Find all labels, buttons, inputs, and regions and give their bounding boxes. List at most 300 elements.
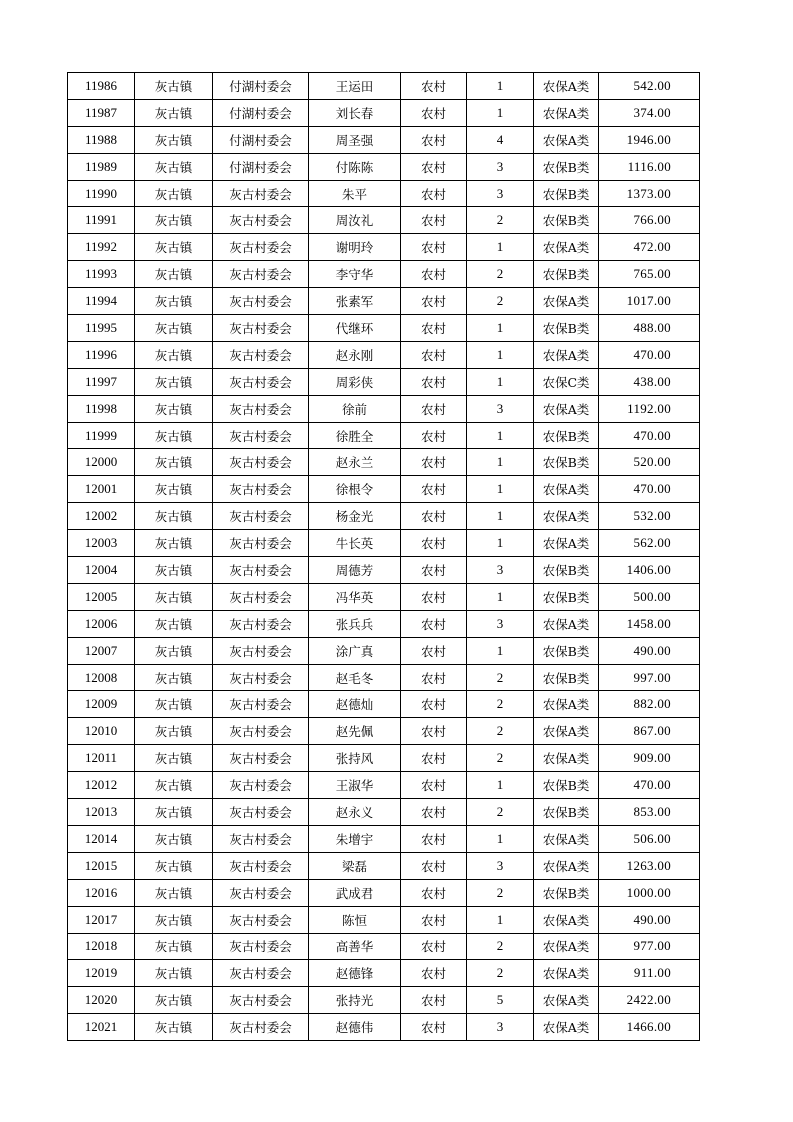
village-committee-cell: 灰古村委会 [213, 637, 309, 664]
town-cell: 灰古镇 [135, 879, 213, 906]
village-committee-cell: 灰古村委会 [213, 799, 309, 826]
amount-cell: 1458.00 [599, 610, 700, 637]
insurance-category-cell: 农保A类 [534, 126, 599, 153]
village-committee-cell: 灰古村委会 [213, 933, 309, 960]
member-count-cell: 1 [467, 503, 534, 530]
name-cell: 梁磊 [309, 852, 401, 879]
name-cell: 周德芳 [309, 557, 401, 584]
household-type-cell: 农村 [401, 395, 467, 422]
name-cell: 王运田 [309, 73, 401, 100]
name-cell: 高善华 [309, 933, 401, 960]
serial-number-cell: 12002 [68, 503, 135, 530]
name-cell: 赵德锋 [309, 960, 401, 987]
serial-number-cell: 12017 [68, 906, 135, 933]
insurance-category-cell: 农保C类 [534, 368, 599, 395]
serial-number-cell: 12016 [68, 879, 135, 906]
member-count-cell: 3 [467, 557, 534, 584]
table-row [68, 368, 700, 395]
member-count-cell: 2 [467, 799, 534, 826]
name-cell: 刘长春 [309, 99, 401, 126]
village-committee-cell: 灰古村委会 [213, 745, 309, 772]
name-cell: 周圣强 [309, 126, 401, 153]
village-committee-cell: 灰古村委会 [213, 557, 309, 584]
town-cell: 灰古镇 [135, 99, 213, 126]
insurance-category-cell: 农保A类 [534, 395, 599, 422]
member-count-cell: 2 [467, 960, 534, 987]
member-count-cell: 1 [467, 234, 534, 261]
amount-cell: 470.00 [599, 422, 700, 449]
table-row [68, 637, 700, 664]
town-cell: 灰古镇 [135, 126, 213, 153]
insurance-category-cell: 农保B类 [534, 315, 599, 342]
amount-cell: 506.00 [599, 825, 700, 852]
village-committee-cell: 灰古村委会 [213, 207, 309, 234]
town-cell: 灰古镇 [135, 637, 213, 664]
village-committee-cell: 灰古村委会 [213, 315, 309, 342]
town-cell: 灰古镇 [135, 852, 213, 879]
table-row [68, 422, 700, 449]
town-cell: 灰古镇 [135, 583, 213, 610]
serial-number-cell: 12021 [68, 1014, 135, 1041]
amount-cell: 470.00 [599, 772, 700, 799]
name-cell: 涂广真 [309, 637, 401, 664]
household-type-cell: 农村 [401, 180, 467, 207]
insurance-category-cell: 农保B类 [534, 879, 599, 906]
insurance-category-cell: 农保A类 [534, 960, 599, 987]
household-type-cell: 农村 [401, 476, 467, 503]
name-cell: 王淑华 [309, 772, 401, 799]
member-count-cell: 1 [467, 368, 534, 395]
insurance-category-cell: 农保B类 [534, 664, 599, 691]
table-row [68, 557, 700, 584]
town-cell: 灰古镇 [135, 180, 213, 207]
amount-cell: 765.00 [599, 261, 700, 288]
household-type-cell: 农村 [401, 234, 467, 261]
household-type-cell: 农村 [401, 207, 467, 234]
amount-cell: 853.00 [599, 799, 700, 826]
serial-number-cell: 11986 [68, 73, 135, 100]
name-cell: 代继环 [309, 315, 401, 342]
household-type-cell: 农村 [401, 745, 467, 772]
name-cell: 徐根令 [309, 476, 401, 503]
name-cell: 周汝礼 [309, 207, 401, 234]
member-count-cell: 2 [467, 879, 534, 906]
member-count-cell: 5 [467, 987, 534, 1014]
amount-cell: 1466.00 [599, 1014, 700, 1041]
household-type-cell: 农村 [401, 799, 467, 826]
table-row [68, 987, 700, 1014]
table-row [68, 99, 700, 126]
town-cell: 灰古镇 [135, 691, 213, 718]
village-committee-cell: 灰古村委会 [213, 503, 309, 530]
insurance-category-cell: 农保B类 [534, 557, 599, 584]
member-count-cell: 2 [467, 207, 534, 234]
town-cell: 灰古镇 [135, 987, 213, 1014]
household-type-cell: 农村 [401, 153, 467, 180]
amount-cell: 909.00 [599, 745, 700, 772]
name-cell: 徐胜全 [309, 422, 401, 449]
insurance-category-cell: 农保A类 [534, 234, 599, 261]
table-row [68, 691, 700, 718]
insurance-category-cell: 农保A类 [534, 610, 599, 637]
serial-number-cell: 12015 [68, 852, 135, 879]
town-cell: 灰古镇 [135, 960, 213, 987]
amount-cell: 532.00 [599, 503, 700, 530]
serial-number-cell: 12019 [68, 960, 135, 987]
household-type-cell: 农村 [401, 557, 467, 584]
village-committee-cell: 付湖村委会 [213, 153, 309, 180]
member-count-cell: 2 [467, 664, 534, 691]
household-type-cell: 农村 [401, 718, 467, 745]
insurance-category-cell: 农保A类 [534, 745, 599, 772]
serial-number-cell: 12013 [68, 799, 135, 826]
table-row [68, 341, 700, 368]
insurance-category-cell: 农保B类 [534, 449, 599, 476]
village-committee-cell: 灰古村委会 [213, 879, 309, 906]
insurance-category-cell: 农保A类 [534, 476, 599, 503]
amount-cell: 867.00 [599, 718, 700, 745]
insurance-category-cell: 农保B类 [534, 637, 599, 664]
amount-cell: 500.00 [599, 583, 700, 610]
serial-number-cell: 12005 [68, 583, 135, 610]
village-committee-cell: 灰古村委会 [213, 583, 309, 610]
household-type-cell: 农村 [401, 261, 467, 288]
insurance-category-cell: 农保A类 [534, 73, 599, 100]
town-cell: 灰古镇 [135, 610, 213, 637]
town-cell: 灰古镇 [135, 368, 213, 395]
household-type-cell: 农村 [401, 503, 467, 530]
table-row [68, 530, 700, 557]
serial-number-cell: 11998 [68, 395, 135, 422]
village-committee-cell: 灰古村委会 [213, 261, 309, 288]
village-committee-cell: 灰古村委会 [213, 368, 309, 395]
household-type-cell: 农村 [401, 530, 467, 557]
member-count-cell: 3 [467, 180, 534, 207]
household-type-cell: 农村 [401, 637, 467, 664]
table-row [68, 583, 700, 610]
insurance-category-cell: 农保A类 [534, 825, 599, 852]
table-row [68, 503, 700, 530]
member-count-cell: 2 [467, 933, 534, 960]
table-row [68, 180, 700, 207]
name-cell: 赵先佩 [309, 718, 401, 745]
town-cell: 灰古镇 [135, 503, 213, 530]
town-cell: 灰古镇 [135, 476, 213, 503]
table-row [68, 879, 700, 906]
town-cell: 灰古镇 [135, 825, 213, 852]
insurance-category-cell: 农保B类 [534, 422, 599, 449]
amount-cell: 1000.00 [599, 879, 700, 906]
member-count-cell: 1 [467, 906, 534, 933]
town-cell: 灰古镇 [135, 288, 213, 315]
household-type-cell: 农村 [401, 906, 467, 933]
household-type-cell: 农村 [401, 610, 467, 637]
name-cell: 谢明玲 [309, 234, 401, 261]
village-committee-cell: 灰古村委会 [213, 449, 309, 476]
town-cell: 灰古镇 [135, 745, 213, 772]
village-committee-cell: 灰古村委会 [213, 610, 309, 637]
village-committee-cell: 灰古村委会 [213, 664, 309, 691]
insurance-category-cell: 农保B类 [534, 799, 599, 826]
town-cell: 灰古镇 [135, 449, 213, 476]
town-cell: 灰古镇 [135, 799, 213, 826]
insurance-category-cell: 农保B类 [534, 207, 599, 234]
table-row [68, 933, 700, 960]
member-count-cell: 1 [467, 637, 534, 664]
amount-cell: 1406.00 [599, 557, 700, 584]
household-type-cell: 农村 [401, 987, 467, 1014]
household-type-cell: 农村 [401, 341, 467, 368]
town-cell: 灰古镇 [135, 906, 213, 933]
household-type-cell: 农村 [401, 368, 467, 395]
member-count-cell: 1 [467, 449, 534, 476]
name-cell: 陈恒 [309, 906, 401, 933]
member-count-cell: 1 [467, 530, 534, 557]
name-cell: 张素军 [309, 288, 401, 315]
amount-cell: 520.00 [599, 449, 700, 476]
table-row [68, 395, 700, 422]
insurance-category-cell: 农保A类 [534, 503, 599, 530]
village-committee-cell: 灰古村委会 [213, 288, 309, 315]
village-committee-cell: 灰古村委会 [213, 852, 309, 879]
name-cell: 赵永义 [309, 799, 401, 826]
serial-number-cell: 12018 [68, 933, 135, 960]
serial-number-cell: 11993 [68, 261, 135, 288]
serial-number-cell: 12011 [68, 745, 135, 772]
member-count-cell: 1 [467, 73, 534, 100]
name-cell: 赵毛冬 [309, 664, 401, 691]
roster-table-body [68, 73, 700, 1041]
serial-number-cell: 11990 [68, 180, 135, 207]
table-row [68, 960, 700, 987]
amount-cell: 1263.00 [599, 852, 700, 879]
member-count-cell: 2 [467, 745, 534, 772]
amount-cell: 766.00 [599, 207, 700, 234]
household-type-cell: 农村 [401, 664, 467, 691]
insurance-category-cell: 农保A类 [534, 718, 599, 745]
serial-number-cell: 12006 [68, 610, 135, 637]
amount-cell: 1116.00 [599, 153, 700, 180]
serial-number-cell: 12014 [68, 825, 135, 852]
name-cell: 赵德伟 [309, 1014, 401, 1041]
member-count-cell: 1 [467, 772, 534, 799]
serial-number-cell: 11988 [68, 126, 135, 153]
member-count-cell: 2 [467, 261, 534, 288]
name-cell: 赵永兰 [309, 449, 401, 476]
household-type-cell: 农村 [401, 288, 467, 315]
table-row [68, 772, 700, 799]
serial-number-cell: 11995 [68, 315, 135, 342]
household-type-cell: 农村 [401, 825, 467, 852]
member-count-cell: 1 [467, 422, 534, 449]
town-cell: 灰古镇 [135, 422, 213, 449]
amount-cell: 472.00 [599, 234, 700, 261]
table-row [68, 73, 700, 100]
household-type-cell: 农村 [401, 449, 467, 476]
village-committee-cell: 灰古村委会 [213, 341, 309, 368]
town-cell: 灰古镇 [135, 664, 213, 691]
amount-cell: 490.00 [599, 906, 700, 933]
name-cell: 张持风 [309, 745, 401, 772]
town-cell: 灰古镇 [135, 772, 213, 799]
household-type-cell: 农村 [401, 1014, 467, 1041]
name-cell: 张持光 [309, 987, 401, 1014]
household-type-cell: 农村 [401, 933, 467, 960]
household-type-cell: 农村 [401, 73, 467, 100]
member-count-cell: 4 [467, 126, 534, 153]
table-row [68, 315, 700, 342]
name-cell: 牛长英 [309, 530, 401, 557]
insurance-category-cell: 农保A类 [534, 691, 599, 718]
name-cell: 武成君 [309, 879, 401, 906]
amount-cell: 488.00 [599, 315, 700, 342]
town-cell: 灰古镇 [135, 234, 213, 261]
village-committee-cell: 灰古村委会 [213, 234, 309, 261]
insurance-category-cell: 农保B类 [534, 261, 599, 288]
town-cell: 灰古镇 [135, 73, 213, 100]
amount-cell: 438.00 [599, 368, 700, 395]
household-type-cell: 农村 [401, 772, 467, 799]
table-row [68, 745, 700, 772]
serial-number-cell: 12001 [68, 476, 135, 503]
name-cell: 李守华 [309, 261, 401, 288]
insurance-category-cell: 农保A类 [534, 288, 599, 315]
household-type-cell: 农村 [401, 960, 467, 987]
serial-number-cell: 11987 [68, 99, 135, 126]
serial-number-cell: 12009 [68, 691, 135, 718]
table-row [68, 126, 700, 153]
serial-number-cell: 11992 [68, 234, 135, 261]
serial-number-cell: 11997 [68, 368, 135, 395]
amount-cell: 470.00 [599, 341, 700, 368]
town-cell: 灰古镇 [135, 933, 213, 960]
insurance-category-cell: 农保A类 [534, 530, 599, 557]
table-row [68, 207, 700, 234]
household-type-cell: 农村 [401, 852, 467, 879]
table-row [68, 825, 700, 852]
table-row [68, 1014, 700, 1041]
member-count-cell: 1 [467, 583, 534, 610]
table-row [68, 852, 700, 879]
serial-number-cell: 12020 [68, 987, 135, 1014]
household-type-cell: 农村 [401, 583, 467, 610]
member-count-cell: 2 [467, 718, 534, 745]
name-cell: 徐前 [309, 395, 401, 422]
table-row [68, 799, 700, 826]
member-count-cell: 2 [467, 691, 534, 718]
amount-cell: 374.00 [599, 99, 700, 126]
village-committee-cell: 灰古村委会 [213, 422, 309, 449]
member-count-cell: 3 [467, 153, 534, 180]
table-row [68, 449, 700, 476]
insurance-category-cell: 农保A类 [534, 987, 599, 1014]
village-committee-cell: 灰古村委会 [213, 476, 309, 503]
town-cell: 灰古镇 [135, 1014, 213, 1041]
serial-number-cell: 11999 [68, 422, 135, 449]
amount-cell: 562.00 [599, 530, 700, 557]
town-cell: 灰古镇 [135, 261, 213, 288]
town-cell: 灰古镇 [135, 530, 213, 557]
town-cell: 灰古镇 [135, 557, 213, 584]
village-committee-cell: 灰古村委会 [213, 1014, 309, 1041]
table-row [68, 288, 700, 315]
village-committee-cell: 付湖村委会 [213, 99, 309, 126]
member-count-cell: 1 [467, 825, 534, 852]
village-committee-cell: 灰古村委会 [213, 691, 309, 718]
serial-number-cell: 11996 [68, 341, 135, 368]
table-row [68, 906, 700, 933]
name-cell: 赵永刚 [309, 341, 401, 368]
name-cell: 张兵兵 [309, 610, 401, 637]
member-count-cell: 1 [467, 315, 534, 342]
amount-cell: 1017.00 [599, 288, 700, 315]
amount-cell: 2422.00 [599, 987, 700, 1014]
table-row [68, 261, 700, 288]
village-committee-cell: 灰古村委会 [213, 395, 309, 422]
amount-cell: 470.00 [599, 476, 700, 503]
town-cell: 灰古镇 [135, 153, 213, 180]
town-cell: 灰古镇 [135, 341, 213, 368]
village-committee-cell: 灰古村委会 [213, 180, 309, 207]
village-committee-cell: 灰古村委会 [213, 906, 309, 933]
roster-table [67, 72, 700, 1041]
town-cell: 灰古镇 [135, 315, 213, 342]
amount-cell: 542.00 [599, 73, 700, 100]
serial-number-cell: 12007 [68, 637, 135, 664]
insurance-category-cell: 农保A类 [534, 933, 599, 960]
name-cell: 冯华英 [309, 583, 401, 610]
member-count-cell: 3 [467, 395, 534, 422]
serial-number-cell: 11991 [68, 207, 135, 234]
serial-number-cell: 12003 [68, 530, 135, 557]
name-cell: 赵德灿 [309, 691, 401, 718]
village-committee-cell: 灰古村委会 [213, 718, 309, 745]
table-row [68, 234, 700, 261]
household-type-cell: 农村 [401, 879, 467, 906]
table-row [68, 476, 700, 503]
household-type-cell: 农村 [401, 126, 467, 153]
village-committee-cell: 灰古村委会 [213, 530, 309, 557]
amount-cell: 977.00 [599, 933, 700, 960]
name-cell: 朱平 [309, 180, 401, 207]
serial-number-cell: 12008 [68, 664, 135, 691]
name-cell: 杨金光 [309, 503, 401, 530]
town-cell: 灰古镇 [135, 207, 213, 234]
member-count-cell: 3 [467, 610, 534, 637]
member-count-cell: 1 [467, 99, 534, 126]
table-row [68, 664, 700, 691]
table-row [68, 718, 700, 745]
village-committee-cell: 灰古村委会 [213, 960, 309, 987]
insurance-category-cell: 农保B类 [534, 772, 599, 799]
table-row [68, 153, 700, 180]
amount-cell: 882.00 [599, 691, 700, 718]
insurance-category-cell: 农保B类 [534, 180, 599, 207]
amount-cell: 1373.00 [599, 180, 700, 207]
member-count-cell: 3 [467, 852, 534, 879]
village-committee-cell: 灰古村委会 [213, 825, 309, 852]
name-cell: 周彩侠 [309, 368, 401, 395]
village-committee-cell: 付湖村委会 [213, 126, 309, 153]
serial-number-cell: 12000 [68, 449, 135, 476]
amount-cell: 1192.00 [599, 395, 700, 422]
village-committee-cell: 灰古村委会 [213, 987, 309, 1014]
serial-number-cell: 11994 [68, 288, 135, 315]
table-row [68, 610, 700, 637]
name-cell: 付陈陈 [309, 153, 401, 180]
member-count-cell: 1 [467, 476, 534, 503]
serial-number-cell: 11989 [68, 153, 135, 180]
